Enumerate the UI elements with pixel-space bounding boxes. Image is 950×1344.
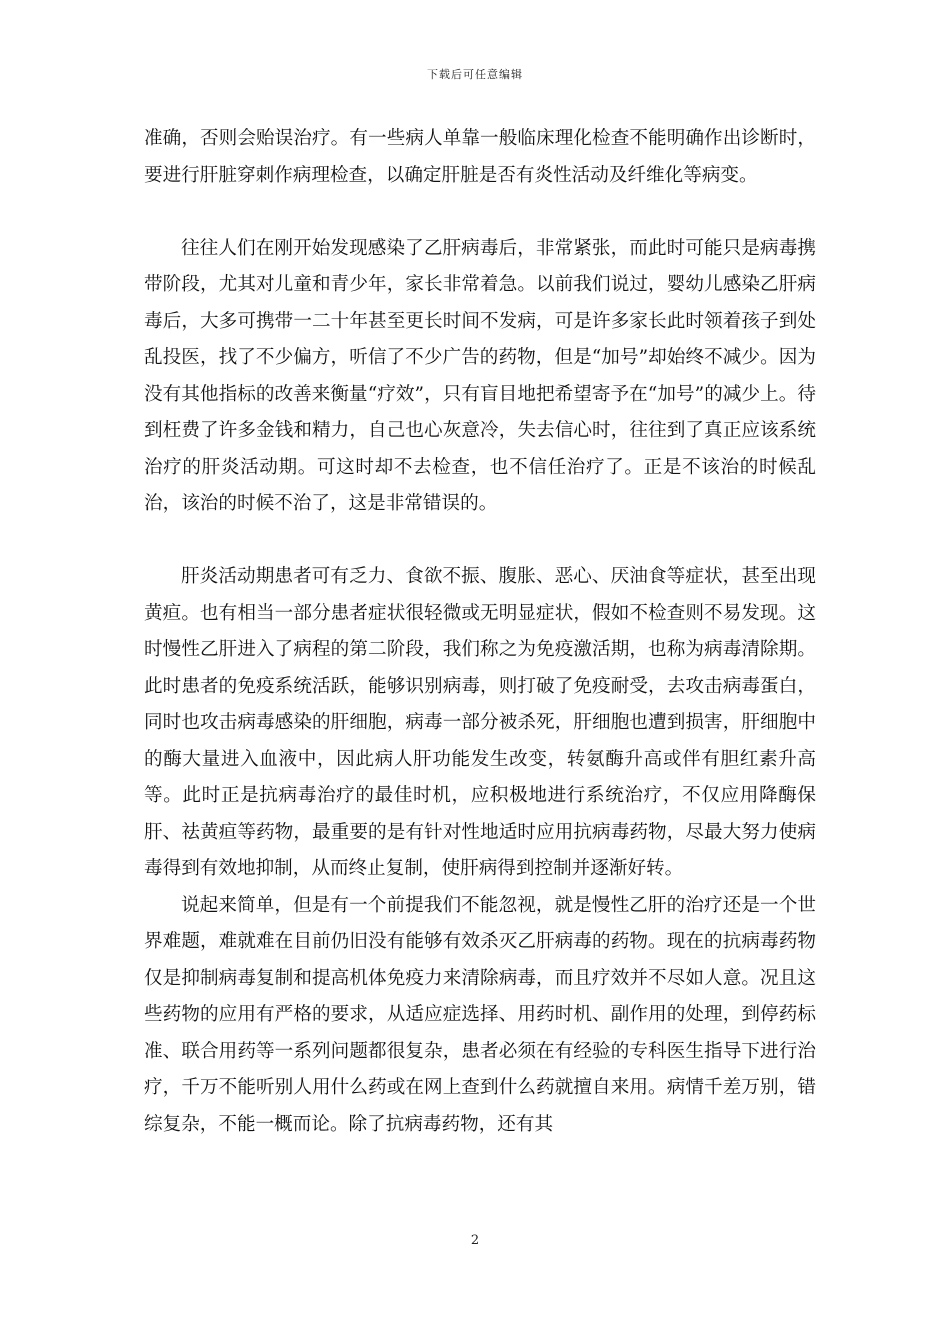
paragraph-2: 往往人们在刚开始发现感染了乙肝病毒后，非常紧张，而此时可能只是病毒携带阶段，尤其对儿童和青少年，家长非常着急。以前我们说过，婴幼儿感染乙肝病毒后，大多可携带一二十年甚至更长时间不发病，可是许多家长此时领着孩子到处乱投医，找了不少偏方，听信了不少广告的药物，但是“加号”却始终不减少。因为没有其他指标的改善来衡量“疗效”，只有盲目地把希望寄予在“加号”的减少上。待到枉费了许多金钱和精力，自己也心灰意冷，失去信心时，往往到了真正应该系统治疗的肝炎活动期。可这时却不去检查，也不信任治疗了。正是不该治的时候乱治，该治的时候不治了，这是非常错误的。 [144,237,816,514]
page-number: 2 [470,1233,480,1248]
paragraph-3: 肝炎活动期患者可有乏力、食欲不振、腹胀、恶心、厌油食等症状，甚至出现黄疸。也有相当一部分患者症状很轻微或无明显症状，假如不检查则不易发现。这时慢性乙肝进入了病程的第二阶段，我们称之为免疫激活期，也称为病毒清除期。此时患者的免疫系统活跃，能够识别病毒，则打破了免疫耐受，去攻击病毒蛋白，同时也攻击病毒感染的肝细胞，病毒一部分被杀死，肝细胞也遭到损害，肝细胞中的酶大量进入血液中，因此病人肝功能发生改变，转氨酶升高或伴有胆红素升高等。此时正是抗病毒治疗的最佳时机，应积极地进行系统治疗，不仅应用降酶保肝、祛黄疸等药物，最重要的是有针对性地适时应用抗病毒药物，尽最大努力使病毒得到有效地抑制，从而终止复制，使肝病得到控制并逐渐好转。 [144,566,816,879]
paragraph-1: 准确，否则会贻误治疗。有一些病人单靠一般临床理化检查不能明确作出诊断时，要进行肝脏穿刺作病理检查，以确定肝脏是否有炎性活动及纤维化等病变。 [144,128,816,186]
document-body [144,121,816,1143]
paragraph-4: 说起来简单，但是有一个前提我们不能忽视，就是慢性乙肝的治疗还是一个世界难题，难就难在目前仍旧没有能够有效杀灭乙肝病毒的药物。现在的抗病毒药物仅是抑制病毒复制和提高机体免疫力来清除病毒，而且疗效并不尽如人意。况且这些药物的应用有严格的要求，从适应症选择、用药时机、副作用的处理，到停药标准、联合用药等一系列问题都很复杂，患者必须在有经验的专科医生指导下进行治疗，千万不能听别人用什么药或在网上查到什么药就擅自来用。病情千差万别，错综复杂，不能一概而论。除了抗病毒药物，还有其 [144,894,816,1135]
page-header: 下载后可任意编辑 [427,68,523,81]
